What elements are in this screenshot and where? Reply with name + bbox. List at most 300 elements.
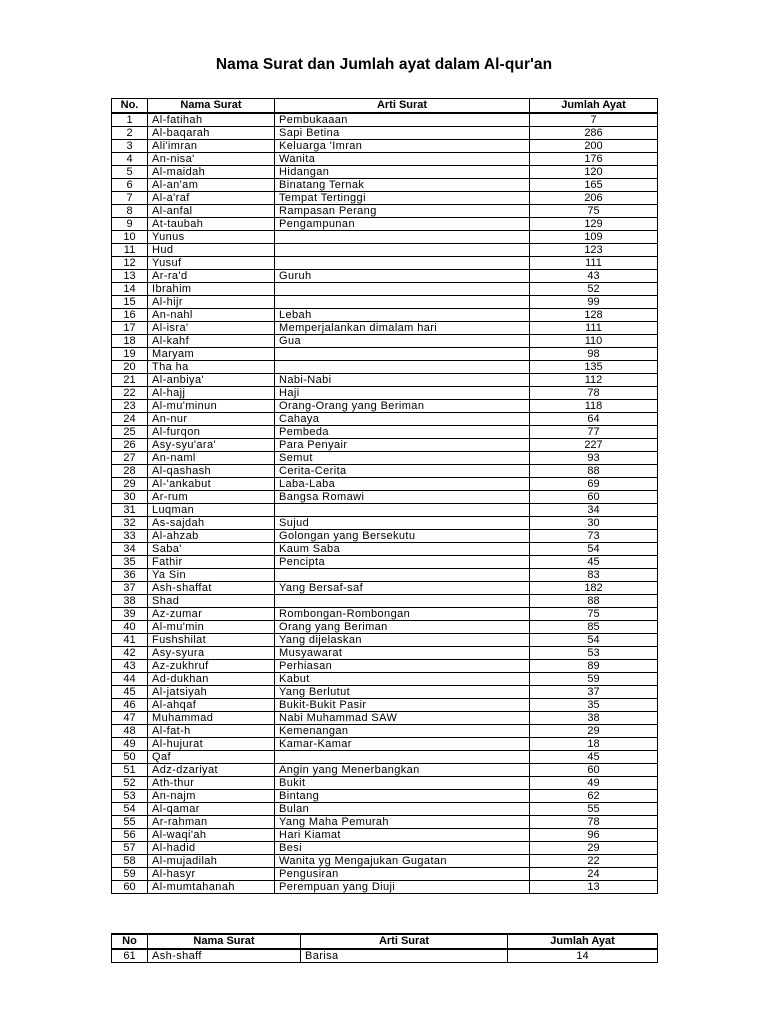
cell-nama-surat: Ar-ra'd [148, 270, 275, 283]
cell-nama-surat: Yunus [148, 231, 275, 244]
cell-no: 18 [112, 335, 148, 348]
header-arti-surat: Arti Surat [275, 99, 530, 114]
table-row [112, 387, 658, 400]
cell-arti-surat: Wanita yg Mengajukan Gugatan [275, 855, 530, 868]
cell-arti-surat: Bukit [275, 777, 530, 790]
cell-no: 23 [112, 400, 148, 413]
cell-jumlah-ayat: 110 [530, 335, 658, 348]
cell-no: 3 [112, 140, 148, 153]
surat-table-2-body [112, 949, 658, 963]
cell-arti-surat: Nabi-Nabi [275, 374, 530, 387]
cell-jumlah-ayat: 54 [530, 543, 658, 556]
cell-arti-surat: Bintang [275, 790, 530, 803]
cell-jumlah-ayat: 83 [530, 569, 658, 582]
cell-nama-surat: As-sajdah [148, 517, 275, 530]
cell-jumlah-ayat: 45 [530, 556, 658, 569]
cell-no: 55 [112, 816, 148, 829]
cell-no: 16 [112, 309, 148, 322]
table-row [112, 608, 658, 621]
cell-jumlah-ayat: 60 [530, 764, 658, 777]
table-row [112, 816, 658, 829]
cell-arti-surat [275, 244, 530, 257]
cell-arti-surat: Bukit-Bukit Pasir [275, 699, 530, 712]
cell-arti-surat: Kamar-Kamar [275, 738, 530, 751]
table-row [112, 348, 658, 361]
cell-nama-surat: Ar-rahman [148, 816, 275, 829]
cell-nama-surat: Ibrahim [148, 283, 275, 296]
cell-jumlah-ayat: 128 [530, 309, 658, 322]
cell-nama-surat: Al-hadid [148, 842, 275, 855]
cell-no: 48 [112, 725, 148, 738]
cell-jumlah-ayat: 98 [530, 348, 658, 361]
cell-jumlah-ayat: 286 [530, 127, 658, 140]
table-row [112, 764, 658, 777]
cell-jumlah-ayat: 88 [530, 465, 658, 478]
cell-jumlah-ayat: 69 [530, 478, 658, 491]
cell-nama-surat: Al-a'raf [148, 192, 275, 205]
table-row [112, 400, 658, 413]
cell-nama-surat: Ar-rum [148, 491, 275, 504]
cell-jumlah-ayat: 43 [530, 270, 658, 283]
cell-jumlah-ayat: 24 [530, 868, 658, 881]
table-row [112, 283, 658, 296]
cell-no: 8 [112, 205, 148, 218]
cell-no: 56 [112, 829, 148, 842]
table-row [112, 582, 658, 595]
cell-jumlah-ayat: 29 [530, 842, 658, 855]
cell-jumlah-ayat: 99 [530, 296, 658, 309]
cell-arti-surat: Perempuan yang Diuji [275, 881, 530, 894]
table-row [112, 673, 658, 686]
cell-no: 5 [112, 166, 148, 179]
table-row [112, 127, 658, 140]
cell-jumlah-ayat: 53 [530, 647, 658, 660]
cell-arti-surat: Haji [275, 387, 530, 400]
cell-no: 32 [112, 517, 148, 530]
cell-nama-surat: Al-anfal [148, 205, 275, 218]
cell-arti-surat: Orang yang Beriman [275, 621, 530, 634]
table-row [112, 231, 658, 244]
table-row [112, 140, 658, 153]
cell-arti-surat [275, 283, 530, 296]
header-jumlah-ayat: Jumlah Ayat [508, 934, 658, 949]
cell-no: 52 [112, 777, 148, 790]
table-row [112, 686, 658, 699]
cell-no: 6 [112, 179, 148, 192]
table-row [112, 634, 658, 647]
cell-nama-surat: Az-zumar [148, 608, 275, 621]
table-row [112, 452, 658, 465]
table-row [112, 829, 658, 842]
cell-arti-surat: Binatang Ternak [275, 179, 530, 192]
cell-no: 1 [112, 113, 148, 127]
cell-nama-surat: Al-hijr [148, 296, 275, 309]
cell-arti-surat: Yang Maha Pemurah [275, 816, 530, 829]
cell-nama-surat: Al-jatsiyah [148, 686, 275, 699]
cell-nama-surat: Al-mu'min [148, 621, 275, 634]
cell-arti-surat: Besi [275, 842, 530, 855]
cell-jumlah-ayat: 111 [530, 257, 658, 270]
table-row [112, 712, 658, 725]
table-row [112, 660, 658, 673]
cell-arti-surat: Pengusiran [275, 868, 530, 881]
cell-arti-surat: Guruh [275, 270, 530, 283]
cell-jumlah-ayat: 59 [530, 673, 658, 686]
cell-arti-surat [275, 595, 530, 608]
table-row [112, 153, 658, 166]
cell-nama-surat: Saba' [148, 543, 275, 556]
cell-nama-surat: Asy-syura [148, 647, 275, 660]
table-row [112, 113, 658, 127]
table-row [112, 491, 658, 504]
cell-no: 34 [112, 543, 148, 556]
table-row [112, 751, 658, 764]
table-row [112, 218, 658, 231]
cell-arti-surat [275, 348, 530, 361]
cell-arti-surat: Sujud [275, 517, 530, 530]
cell-nama-surat: Qaf [148, 751, 275, 764]
cell-nama-surat: Ad-dukhan [148, 673, 275, 686]
cell-arti-surat: Yang dijelaskan [275, 634, 530, 647]
cell-nama-surat: An-nur [148, 413, 275, 426]
table-row [112, 335, 658, 348]
surat-table-2 [111, 933, 658, 963]
cell-no: 35 [112, 556, 148, 569]
cell-nama-surat: An-nahl [148, 309, 275, 322]
table-row [112, 855, 658, 868]
table-row [112, 465, 658, 478]
table-row [112, 868, 658, 881]
cell-nama-surat: Al-mu'minun [148, 400, 275, 413]
cell-no: 24 [112, 413, 148, 426]
cell-jumlah-ayat: 35 [530, 699, 658, 712]
cell-jumlah-ayat: 75 [530, 205, 658, 218]
cell-nama-surat: Al-'ankabut [148, 478, 275, 491]
cell-arti-surat: Hidangan [275, 166, 530, 179]
cell-jumlah-ayat: 120 [530, 166, 658, 179]
cell-arti-surat: Pembeda [275, 426, 530, 439]
cell-nama-surat: Adz-dzariyat [148, 764, 275, 777]
cell-nama-surat: Tha ha [148, 361, 275, 374]
cell-nama-surat: Al-ahqaf [148, 699, 275, 712]
cell-nama-surat: Shad [148, 595, 275, 608]
table-header-row [112, 934, 658, 949]
cell-no: 50 [112, 751, 148, 764]
cell-nama-surat: Al-mujadilah [148, 855, 275, 868]
cell-arti-surat: Golongan yang Bersekutu [275, 530, 530, 543]
cell-nama-surat: Ash-shaffat [148, 582, 275, 595]
cell-no: 37 [112, 582, 148, 595]
cell-no: 58 [112, 855, 148, 868]
cell-jumlah-ayat: 111 [530, 322, 658, 335]
cell-no: 53 [112, 790, 148, 803]
cell-arti-surat [275, 751, 530, 764]
cell-jumlah-ayat: 49 [530, 777, 658, 790]
cell-no: 25 [112, 426, 148, 439]
cell-no: 43 [112, 660, 148, 673]
cell-no: 41 [112, 634, 148, 647]
cell-nama-surat: Al-ahzab [148, 530, 275, 543]
cell-no: 17 [112, 322, 148, 335]
cell-no: 28 [112, 465, 148, 478]
cell-arti-surat: Orang-Orang yang Beriman [275, 400, 530, 413]
cell-arti-surat [275, 231, 530, 244]
table-row [112, 504, 658, 517]
cell-arti-surat: Para Penyair [275, 439, 530, 452]
cell-nama-surat: Hud [148, 244, 275, 257]
cell-no: 11 [112, 244, 148, 257]
cell-arti-surat: Tempat Tertinggi [275, 192, 530, 205]
cell-nama-surat: Al-anbiya' [148, 374, 275, 387]
cell-nama-surat: Al-mumtahanah [148, 881, 275, 894]
table-row [112, 595, 658, 608]
cell-jumlah-ayat: 64 [530, 413, 658, 426]
cell-jumlah-ayat: 206 [530, 192, 658, 205]
table-row [112, 842, 658, 855]
cell-arti-surat: Rampasan Perang [275, 205, 530, 218]
cell-jumlah-ayat: 73 [530, 530, 658, 543]
cell-nama-surat: Ath-thur [148, 777, 275, 790]
cell-nama-surat: Fathir [148, 556, 275, 569]
cell-nama-surat: Al-maidah [148, 166, 275, 179]
cell-nama-surat: An-najm [148, 790, 275, 803]
cell-jumlah-ayat: 13 [530, 881, 658, 894]
cell-nama-surat: An-naml [148, 452, 275, 465]
table-row [112, 517, 658, 530]
cell-arti-surat [275, 257, 530, 270]
cell-jumlah-ayat: 135 [530, 361, 658, 374]
cell-nama-surat: Al-hasyr [148, 868, 275, 881]
cell-jumlah-ayat: 14 [508, 949, 658, 963]
cell-arti-surat [275, 569, 530, 582]
table-row [112, 205, 658, 218]
header-no: No. [112, 99, 148, 114]
cell-no: 42 [112, 647, 148, 660]
cell-nama-surat: Al-kahf [148, 335, 275, 348]
cell-no: 2 [112, 127, 148, 140]
cell-jumlah-ayat: 7 [530, 113, 658, 127]
cell-no: 7 [112, 192, 148, 205]
document-title: Nama Surat dan Jumlah ayat dalam Al-qur'an [215, 56, 553, 73]
header-nama-surat: Nama Surat [148, 934, 301, 949]
cell-no: 61 [112, 949, 148, 963]
cell-arti-surat: Bangsa Romawi [275, 491, 530, 504]
table-row [112, 413, 658, 426]
cell-arti-surat: Memperjalankan dimalam hari [275, 322, 530, 335]
table-row [112, 556, 658, 569]
cell-arti-surat: Musyawarat [275, 647, 530, 660]
table-row [112, 543, 658, 556]
cell-no: 47 [112, 712, 148, 725]
surat-table-1-body [112, 113, 658, 894]
cell-arti-surat: Wanita [275, 153, 530, 166]
cell-no: 33 [112, 530, 148, 543]
table-row [112, 949, 658, 963]
cell-arti-surat [275, 361, 530, 374]
cell-jumlah-ayat: 54 [530, 634, 658, 647]
cell-jumlah-ayat: 96 [530, 829, 658, 842]
table-row [112, 569, 658, 582]
cell-arti-surat: Kaum Saba [275, 543, 530, 556]
cell-jumlah-ayat: 37 [530, 686, 658, 699]
cell-no: 15 [112, 296, 148, 309]
cell-arti-surat: Angin yang Menerbangkan [275, 764, 530, 777]
cell-jumlah-ayat: 77 [530, 426, 658, 439]
table-row [112, 699, 658, 712]
cell-jumlah-ayat: 88 [530, 595, 658, 608]
surat-table-1 [111, 98, 658, 894]
cell-arti-surat: Kemenangan [275, 725, 530, 738]
table-row [112, 790, 658, 803]
cell-no: 38 [112, 595, 148, 608]
cell-no: 10 [112, 231, 148, 244]
table-row [112, 647, 658, 660]
table-row [112, 803, 658, 816]
cell-nama-surat: Asy-syu'ara' [148, 439, 275, 452]
cell-arti-surat: Yang Berlutut [275, 686, 530, 699]
cell-no: 60 [112, 881, 148, 894]
cell-no: 39 [112, 608, 148, 621]
cell-arti-surat: Keluarga 'Imran [275, 140, 530, 153]
cell-jumlah-ayat: 78 [530, 387, 658, 400]
cell-arti-surat: Pencipta [275, 556, 530, 569]
cell-jumlah-ayat: 60 [530, 491, 658, 504]
cell-arti-surat [275, 504, 530, 517]
cell-arti-surat: Nabi Muhammad SAW [275, 712, 530, 725]
table-row [112, 621, 658, 634]
cell-nama-surat: Ya Sin [148, 569, 275, 582]
cell-jumlah-ayat: 62 [530, 790, 658, 803]
header-no: No [112, 934, 148, 949]
cell-arti-surat: Cahaya [275, 413, 530, 426]
cell-no: 31 [112, 504, 148, 517]
cell-nama-surat: Al-qashash [148, 465, 275, 478]
cell-no: 59 [112, 868, 148, 881]
table-row [112, 478, 658, 491]
cell-arti-surat: Sapi Betina [275, 127, 530, 140]
cell-arti-surat: Yang Bersaf-saf [275, 582, 530, 595]
table-row [112, 192, 658, 205]
cell-jumlah-ayat: 182 [530, 582, 658, 595]
cell-no: 36 [112, 569, 148, 582]
cell-no: 46 [112, 699, 148, 712]
cell-arti-surat [275, 296, 530, 309]
cell-jumlah-ayat: 22 [530, 855, 658, 868]
cell-arti-surat: Barisa [301, 949, 508, 963]
table-row [112, 426, 658, 439]
cell-no: 20 [112, 361, 148, 374]
cell-jumlah-ayat: 118 [530, 400, 658, 413]
cell-jumlah-ayat: 200 [530, 140, 658, 153]
cell-arti-surat: Pembukaaan [275, 113, 530, 127]
cell-nama-surat: At-taubah [148, 218, 275, 231]
cell-jumlah-ayat: 129 [530, 218, 658, 231]
cell-arti-surat: Semut [275, 452, 530, 465]
cell-no: 40 [112, 621, 148, 634]
cell-no: 22 [112, 387, 148, 400]
cell-arti-surat: Pengampunan [275, 218, 530, 231]
cell-no: 14 [112, 283, 148, 296]
cell-no: 21 [112, 374, 148, 387]
cell-nama-surat: Al-hajj [148, 387, 275, 400]
cell-no: 12 [112, 257, 148, 270]
header-nama-surat: Nama Surat [148, 99, 275, 114]
table-row [112, 777, 658, 790]
cell-no: 30 [112, 491, 148, 504]
cell-no: 19 [112, 348, 148, 361]
table-row [112, 725, 658, 738]
cell-no: 44 [112, 673, 148, 686]
cell-no: 9 [112, 218, 148, 231]
cell-jumlah-ayat: 45 [530, 751, 658, 764]
table-row [112, 270, 658, 283]
cell-nama-surat: Al-furqon [148, 426, 275, 439]
cell-jumlah-ayat: 30 [530, 517, 658, 530]
cell-no: 27 [112, 452, 148, 465]
cell-arti-surat: Hari Kiamat [275, 829, 530, 842]
cell-nama-surat: Yusuf [148, 257, 275, 270]
cell-jumlah-ayat: 176 [530, 153, 658, 166]
cell-nama-surat: Maryam [148, 348, 275, 361]
cell-jumlah-ayat: 55 [530, 803, 658, 816]
table-row [112, 166, 658, 179]
table-row [112, 179, 658, 192]
cell-nama-surat: Al-fatihah [148, 113, 275, 127]
cell-no: 26 [112, 439, 148, 452]
cell-arti-surat: Perhiasan [275, 660, 530, 673]
cell-jumlah-ayat: 165 [530, 179, 658, 192]
cell-no: 49 [112, 738, 148, 751]
cell-nama-surat: Fushshilat [148, 634, 275, 647]
table-row [112, 881, 658, 894]
cell-jumlah-ayat: 29 [530, 725, 658, 738]
cell-nama-surat: Muhammad [148, 712, 275, 725]
table-row [112, 361, 658, 374]
cell-nama-surat: Al-waqi'ah [148, 829, 275, 842]
table-row [112, 244, 658, 257]
cell-no: 54 [112, 803, 148, 816]
cell-no: 45 [112, 686, 148, 699]
cell-nama-surat: Al-isra' [148, 322, 275, 335]
cell-no: 51 [112, 764, 148, 777]
cell-arti-surat: Rombongan-Rombongan [275, 608, 530, 621]
cell-nama-surat: An-nisa' [148, 153, 275, 166]
cell-nama-surat: Az-zukhruf [148, 660, 275, 673]
cell-no: 4 [112, 153, 148, 166]
cell-jumlah-ayat: 227 [530, 439, 658, 452]
cell-jumlah-ayat: 112 [530, 374, 658, 387]
cell-nama-surat: Al-baqarah [148, 127, 275, 140]
cell-jumlah-ayat: 85 [530, 621, 658, 634]
cell-jumlah-ayat: 109 [530, 231, 658, 244]
table-row [112, 738, 658, 751]
cell-no: 13 [112, 270, 148, 283]
cell-nama-surat: Ali'imran [148, 140, 275, 153]
cell-no: 29 [112, 478, 148, 491]
table-row [112, 257, 658, 270]
cell-arti-surat: Laba-Laba [275, 478, 530, 491]
cell-jumlah-ayat: 52 [530, 283, 658, 296]
cell-nama-surat: Al-hujurat [148, 738, 275, 751]
header-arti-surat: Arti Surat [301, 934, 508, 949]
cell-no: 57 [112, 842, 148, 855]
cell-jumlah-ayat: 123 [530, 244, 658, 257]
cell-jumlah-ayat: 78 [530, 816, 658, 829]
table-row [112, 374, 658, 387]
cell-nama-surat: Ash-shaff [148, 949, 301, 963]
cell-jumlah-ayat: 18 [530, 738, 658, 751]
table-row [112, 439, 658, 452]
